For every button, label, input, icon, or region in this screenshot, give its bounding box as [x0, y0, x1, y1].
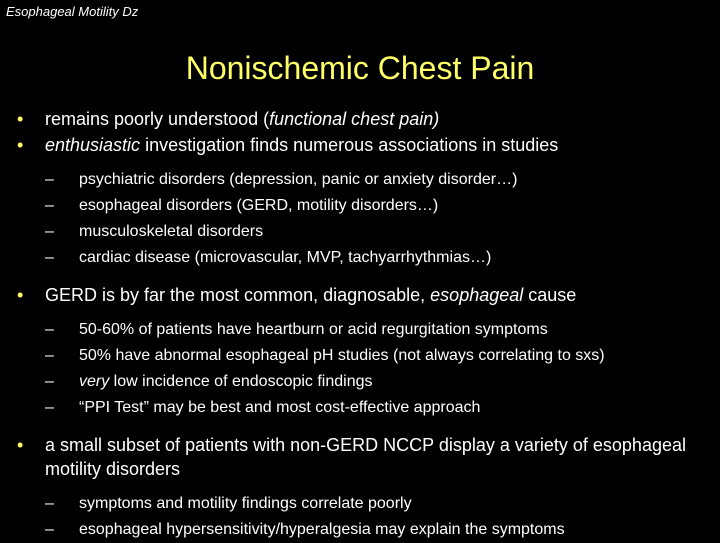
dash-icon: –	[45, 249, 54, 266]
dash-icon: –	[45, 373, 54, 390]
sub-list	[0, 317, 720, 421]
sub-item: – psychiatric disorders (depression, panic or anxiety disorder…)	[0, 167, 720, 193]
sub-item: – symptoms and motility findings correlate poorly	[0, 491, 720, 517]
dash-icon: –	[45, 223, 54, 240]
dash-icon: –	[45, 495, 54, 512]
dash-icon: –	[45, 321, 54, 338]
bullet-item: • GERD is by far the most common, diagnosable, esophageal cause	[17, 285, 577, 305]
sub-item: – very low incidence of endoscopic findings	[0, 369, 720, 395]
bullet-item: • enthusiastic investigation finds numerous associations in studies	[17, 135, 559, 155]
dash-icon: –	[45, 399, 54, 416]
sub-item: – musculoskeletal disorders	[0, 219, 720, 245]
sub-item: – 50-60% of patients have heartburn or acid regurgitation symptoms	[0, 317, 720, 343]
sub-item: – esophageal hypersensitivity/hyperalgesia may explain the symptoms	[0, 517, 720, 543]
slide-content	[0, 107, 720, 543]
bullet-item: • a small subset of patients with non-GERD NCCP display a variety of esophageal motility disorders	[17, 435, 686, 479]
dash-icon: –	[45, 347, 54, 364]
bullet-icon: •	[17, 109, 24, 129]
sub-list	[0, 491, 720, 543]
sub-item: – cardiac disease (microvascular, MVP, tachyarrhythmias…)	[0, 245, 720, 271]
dash-icon: –	[45, 197, 54, 214]
sub-item: – 50% have abnormal esophageal pH studies (not always correlating to sxs)	[0, 343, 720, 369]
sub-item: – esophageal disorders (GERD, motility disorders…)	[0, 193, 720, 219]
slide-header: Esophageal Motility Dz	[6, 4, 139, 19]
bullet-item: • remains poorly understood (functional chest pain)	[17, 109, 440, 129]
bullet-icon: •	[17, 285, 24, 305]
slide-title: Nonischemic Chest Pain	[185, 50, 535, 86]
dash-icon: –	[45, 171, 54, 188]
sub-list	[0, 167, 720, 271]
sub-item: – “PPI Test” may be best and most cost-effective approach	[0, 395, 720, 421]
dash-icon: –	[45, 521, 54, 538]
bullet-icon: •	[17, 135, 24, 155]
bullet-icon: •	[17, 435, 24, 455]
